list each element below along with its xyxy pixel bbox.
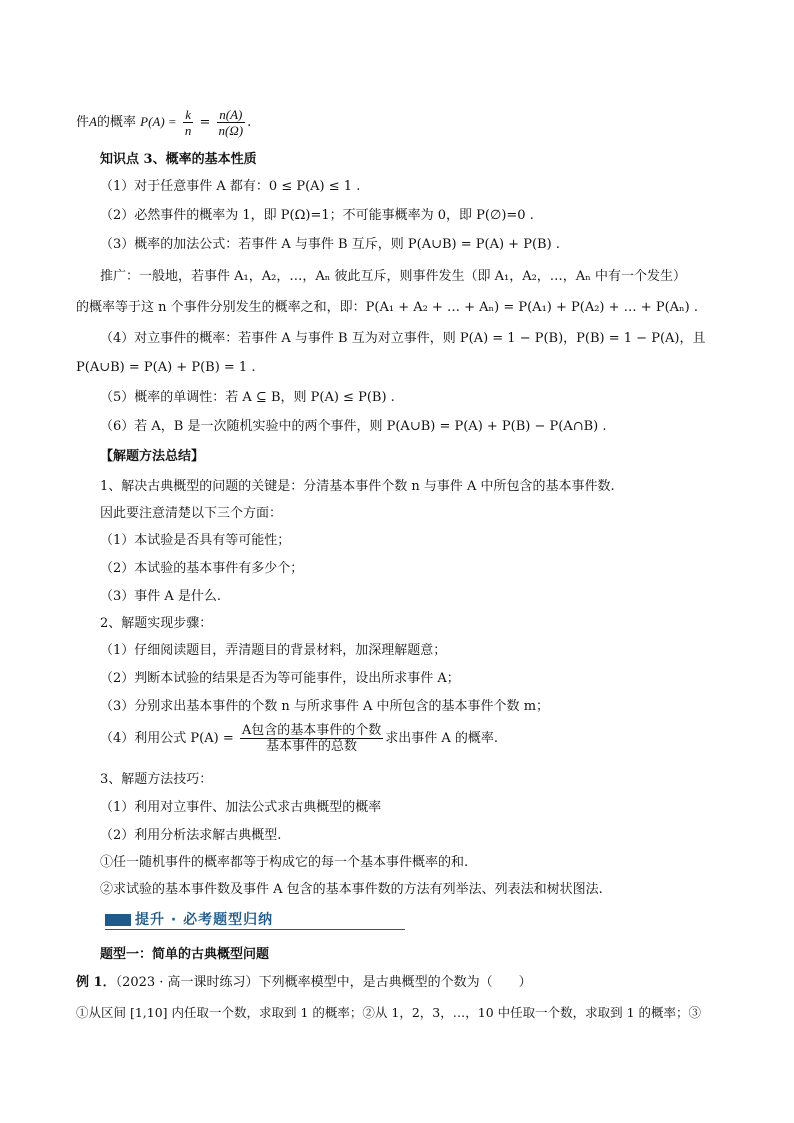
property-5: （5）概率的单调性：若 A ⊆ B，则 P(A) ≤ P(B) .: [100, 390, 395, 405]
banner-divider: [105, 929, 405, 930]
method-3-item-1: （1）利用对立事件、加法公式求古典概型的概率: [100, 800, 382, 815]
knowledge-point-3-title: 知识点 3、概率的基本性质: [100, 152, 257, 167]
method-2-step-3: （3）分别求出基本事件的个数 n 与所求事件 A 中所包含的基本事件个数 m；: [100, 699, 550, 714]
property-4-line-2: P(A∪B) = P(A) + P(B) = 1 .: [76, 360, 256, 375]
property-3: （3）概率的加法公式：若事件 A 与事件 B 互斥，则 P(A∪B) = P(A) + P(B) .: [100, 237, 560, 252]
property-2: （2）必然事件的概率为 1，即 P(Ω)=1；不可能事概率为 0，即 P(∅)=0 .: [100, 208, 534, 223]
example-label: 例 1．: [76, 975, 116, 990]
section-banner: [105, 908, 405, 930]
method-1-item-2: （2）本试验的基本事件有多少个；: [100, 561, 304, 576]
fraction-probability-formula: $\frac{\text{A包含的基本事件的个数}}{\text{基本事件的总数}}$: [241, 723, 382, 754]
method-1-item-3: （3）事件 A 是什么.: [100, 589, 222, 604]
method-2-step-4: （4）利用公式 P(A) = $\frac{\text{A包含的基本事件的个数}}{\text{基本事件的总数}}$ 求出事件 A 的概率.: [100, 723, 499, 754]
example-1-options: ①从区间 [1,10] 内任取一个数，求取到 1 的概率；②从 1，2，3，…，10 中任取一个数，求取到 1 的概率；③: [76, 1005, 702, 1020]
method-summary-title: 【解题方法总结】: [100, 449, 205, 464]
method-2-step-2: （2）判断本试验的结果是否为等可能事件，设出所求事件 A；: [100, 671, 460, 686]
example-1-header: [76, 974, 532, 992]
intro-formula-line: 件A的概率 P(A) = $\frac{k}{n}$ = $\frac{n(A)}{n(\Omega)}$ .: [76, 107, 252, 138]
fraction-nA-over-nOmega: $\frac{n(A)}{n(\Omega)}$: [218, 107, 244, 138]
method-3-item-2: （2）利用分析法求解古典概型.: [100, 828, 282, 843]
generalization-line-1: 推广：一般地，若事件 A₁，A₂，…，Aₙ 彼此互斥，则事件发生（即 A₁，A₂，…，Aₙ 中有一个发生）: [100, 269, 686, 284]
example-text: 下列概率模型中，是古典概型的个数为（ ）: [258, 975, 532, 990]
property-6: （6）若 A，B 是一次随机实验中的两个事件，则 P(A∪B) = P(A) + P(B) − P(A∩B) .: [100, 419, 607, 434]
method-1: 1、解决古典概型的问题的关键是：分清基本事件个数 n 与事件 A 中所包含的基本事件数.: [100, 479, 615, 494]
banner-bar-icon: [105, 914, 131, 926]
generalization-line-2: 的概率等于这 n 个事件分别发生的概率之和，即：P(A₁ + A₂ + … + Aₙ) = P(A₁) + P(A₂) + … + P(Aₙ) .: [76, 300, 698, 315]
method-2-step-1: （1）仔细阅读题目，弄清题目的背景材料，加深理解题意；: [100, 643, 447, 658]
question-type-1-title: 题型一：简单的古典概型问题: [100, 947, 270, 962]
method-2: 2、解题实现步骤：: [100, 616, 213, 631]
method-3-note-a: ①任一随机事件的概率都等于构成它的每一个基本事件概率的和.: [100, 855, 469, 870]
property-4-line-1: （4）对立事件的概率：若事件 A 与事件 B 互为对立事件，则 P(A) = 1 − P(B)，P(B) = 1 − P(A)，且: [100, 331, 706, 346]
method-3: 3、解题方法技巧：: [100, 772, 213, 787]
banner-title: 提升 · 必考题型归纳: [135, 912, 274, 928]
example-source: （2023 · 高一课时练习）: [115, 975, 259, 990]
property-1: （1）对于任意事件 A 都有：0 ≤ P(A) ≤ 1 .: [100, 179, 361, 194]
fraction-k-over-n: $\frac{k}{n}$: [184, 107, 192, 138]
method-1-intro: 因此要注意清楚以下三个方面：: [100, 506, 283, 521]
method-1-item-1: （1）本试验是否具有等可能性；: [100, 533, 291, 548]
method-3-note-b: ②求试验的基本事件数及事件 A 包含的基本事件数的方法有列举法、列表法和树状图法.: [100, 882, 603, 897]
